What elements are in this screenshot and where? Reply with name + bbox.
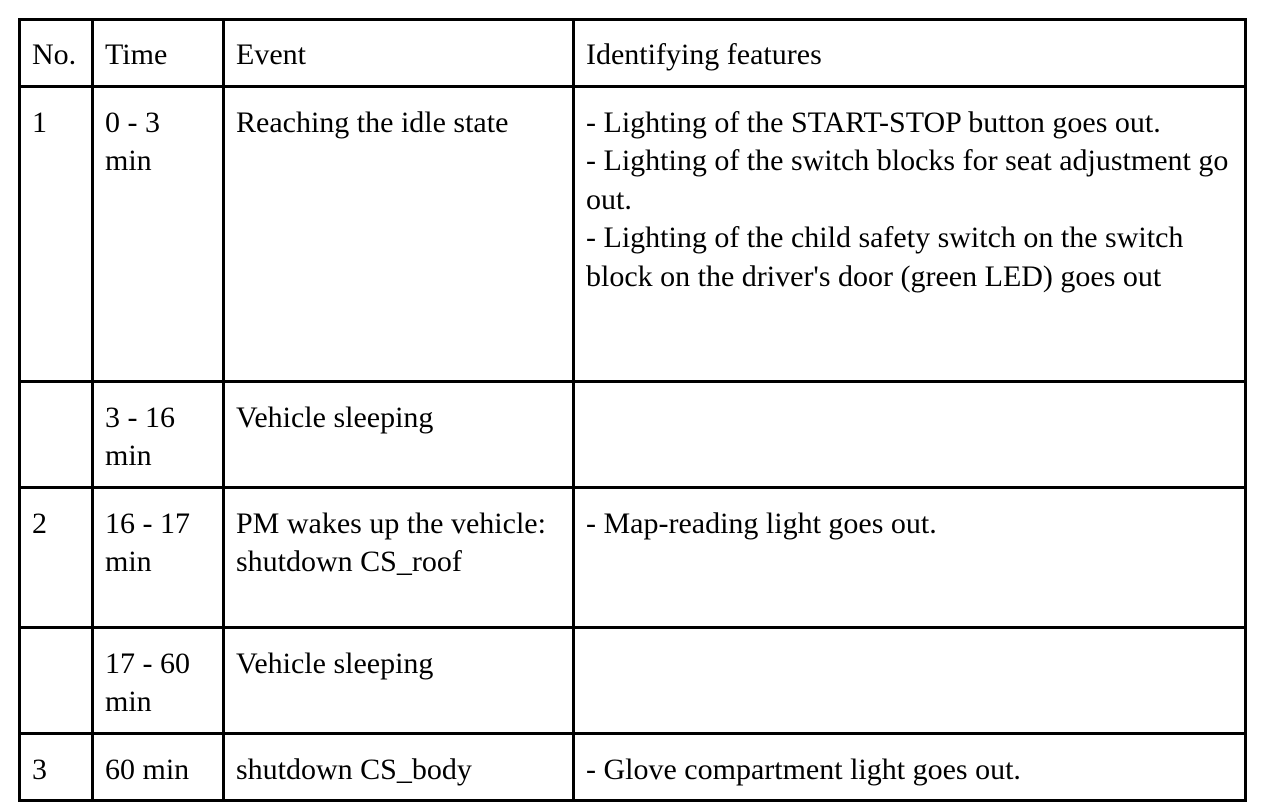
cell-no: 3 xyxy=(20,733,93,801)
header-identifying-features: Identifying features xyxy=(574,20,1246,87)
header-time: Time xyxy=(93,20,224,87)
header-event: Event xyxy=(224,20,574,87)
cell-event: Vehicle sleeping xyxy=(224,381,574,487)
cell-time: 17 - 60 min xyxy=(93,627,224,733)
cell-features xyxy=(574,381,1246,487)
table-row xyxy=(20,733,1246,801)
cell-no xyxy=(20,381,93,487)
cell-features xyxy=(574,627,1246,733)
cell-no: 2 xyxy=(20,487,93,627)
feature-line: - Glove compartment light goes out. xyxy=(586,752,1021,786)
cell-event: Reaching the idle state xyxy=(224,86,574,381)
table-row xyxy=(20,86,1246,381)
cell-event: PM wakes up the vehicle: shutdown CS_roof xyxy=(224,487,574,627)
feature-line: - Lighting of the child safety switch on the switch block on the driver's door (green LED) goes out xyxy=(586,221,1184,293)
cell-time: 60 min xyxy=(93,733,224,801)
cell-no xyxy=(20,627,93,733)
cell-event: shutdown CS_body xyxy=(224,733,574,801)
cell-features xyxy=(574,733,1246,801)
header-no: No. xyxy=(20,20,93,87)
feature-line: - Map-reading light goes out. xyxy=(586,506,937,540)
table-row xyxy=(20,627,1246,733)
header-row xyxy=(20,20,1246,87)
cell-no: 1 xyxy=(20,86,93,381)
table-row xyxy=(20,487,1246,627)
table-row xyxy=(20,381,1246,487)
cell-event: Vehicle sleeping xyxy=(224,627,574,733)
cell-time: 16 - 17 min xyxy=(93,487,224,627)
cell-time: 3 - 16 min xyxy=(93,381,224,487)
cell-features xyxy=(574,86,1246,381)
feature-line: - Lighting of the START-STOP button goes out. xyxy=(586,105,1161,139)
feature-line: - Lighting of the switch blocks for seat adjustment go out. xyxy=(586,144,1229,216)
cell-features xyxy=(574,487,1246,627)
events-table xyxy=(18,18,1247,802)
cell-time: 0 - 3 min xyxy=(93,86,224,381)
